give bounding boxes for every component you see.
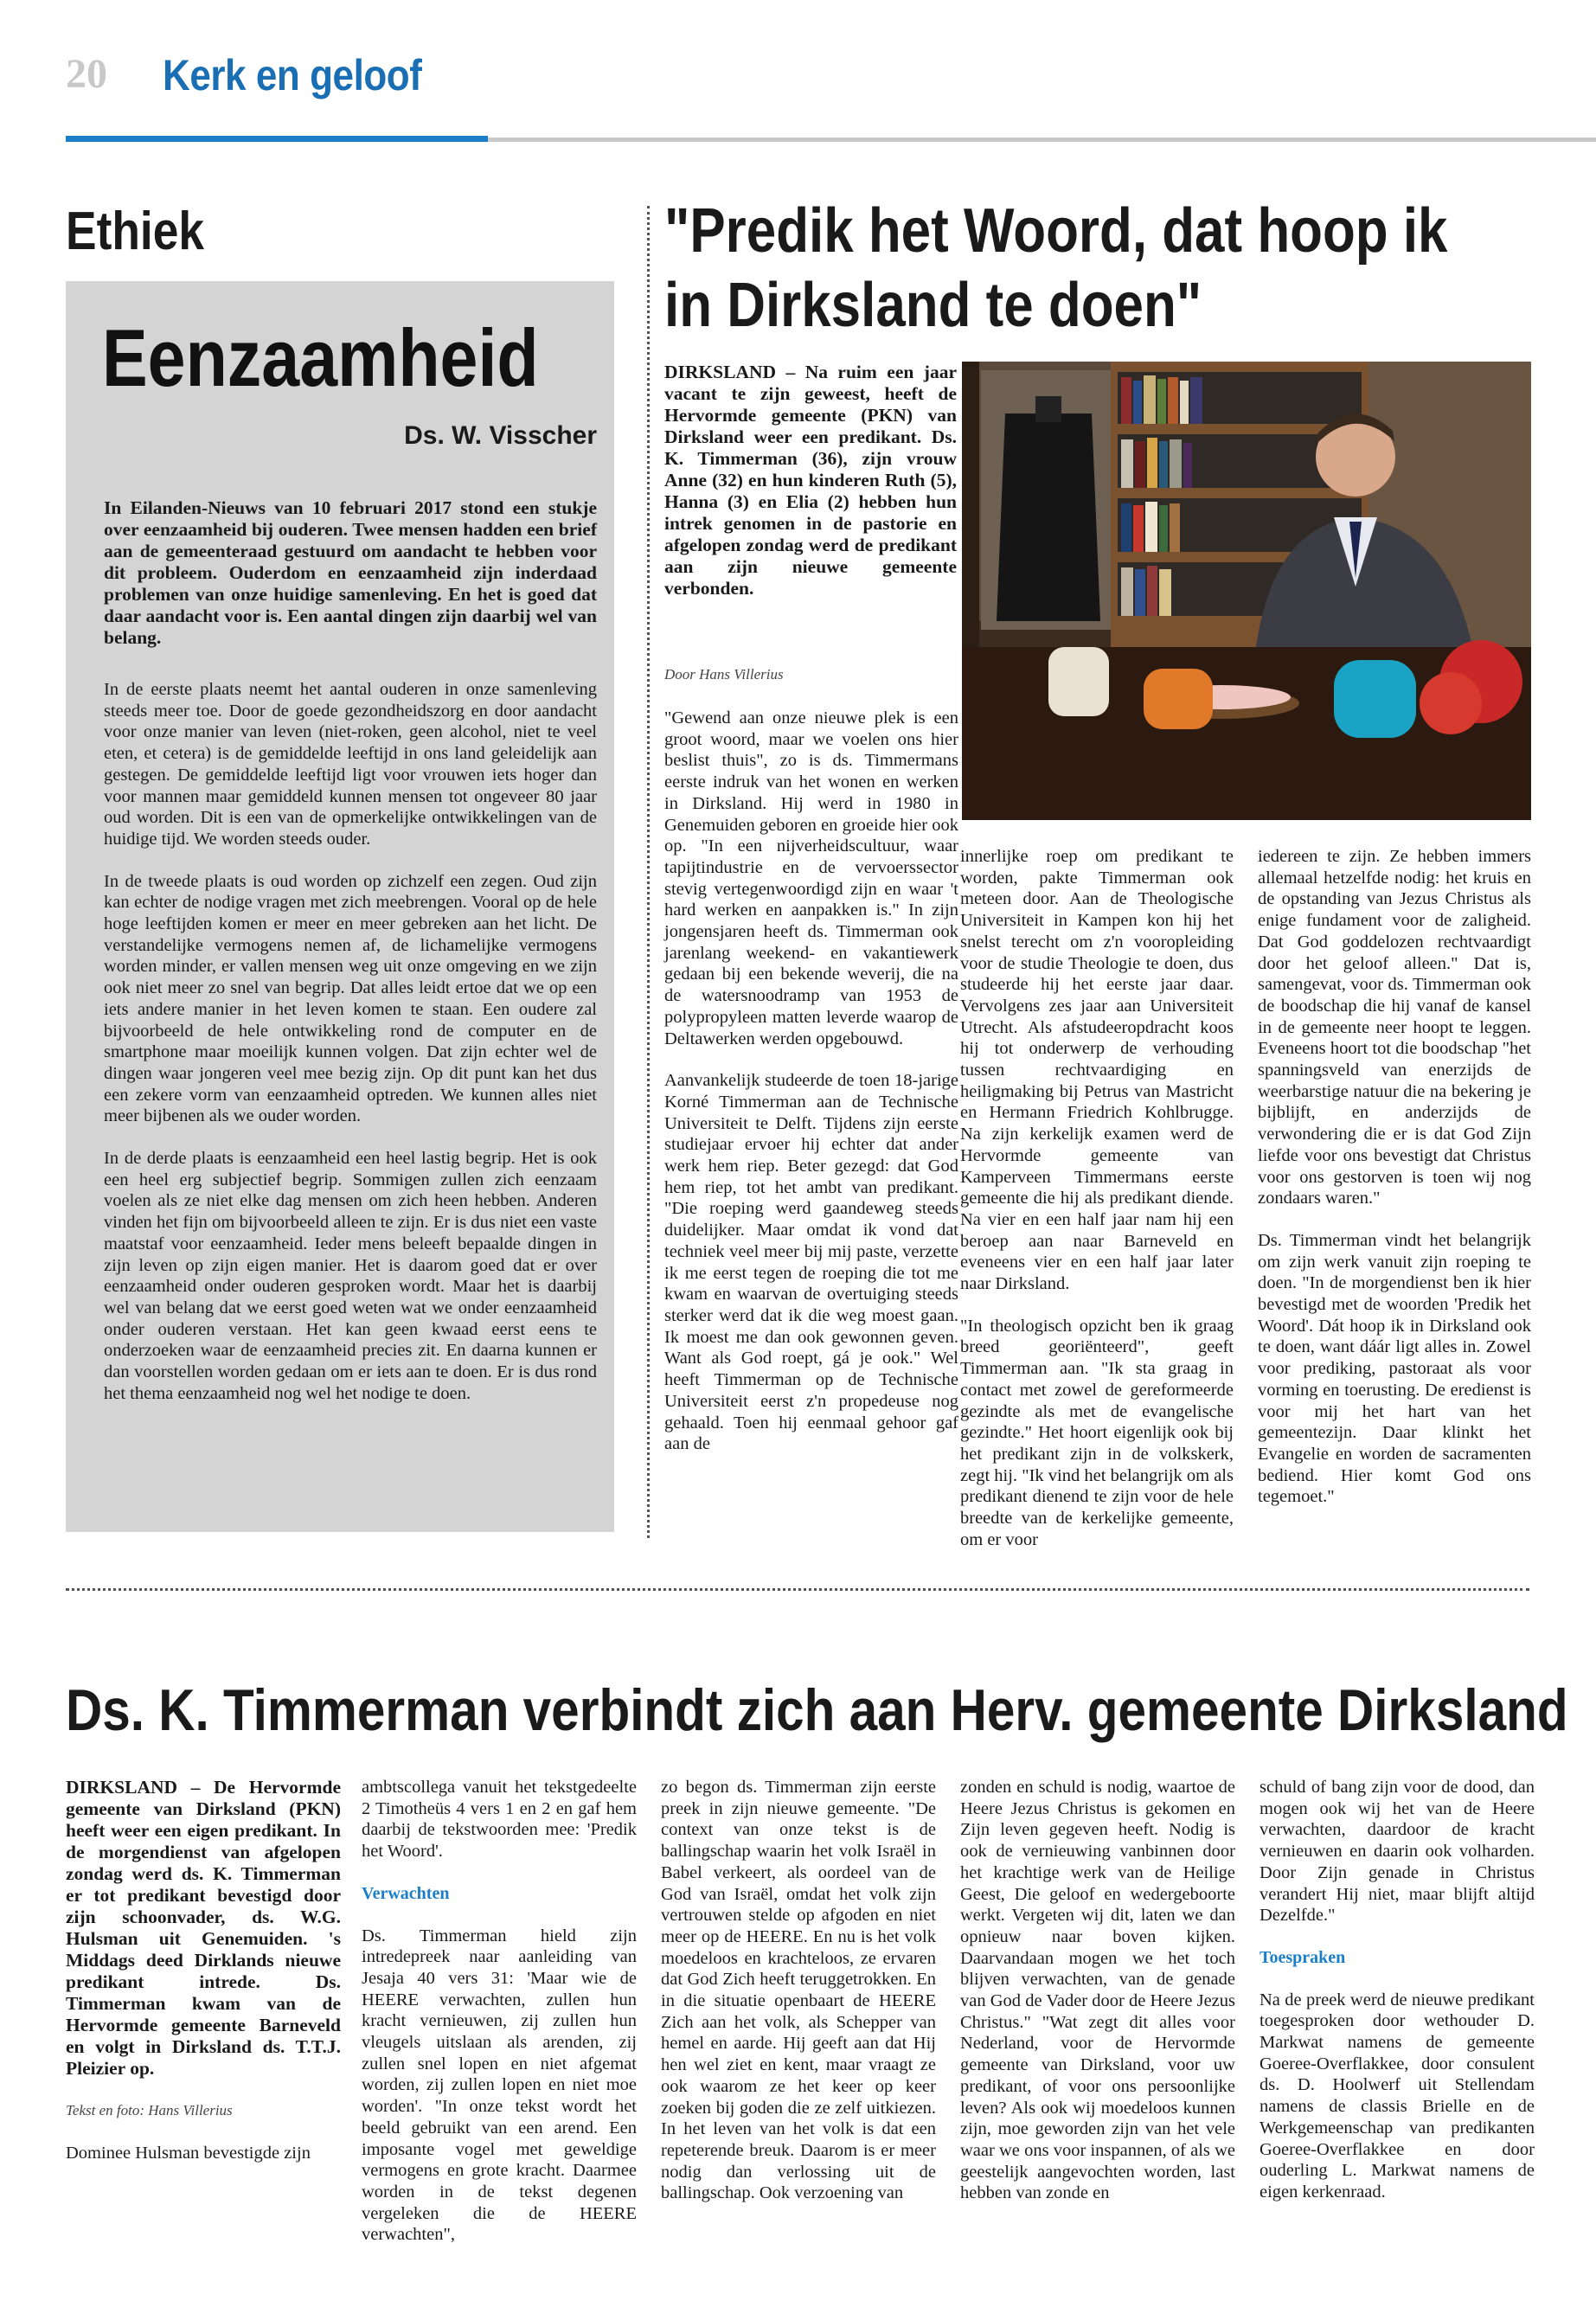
article-subhead: Toespraken	[1259, 1947, 1346, 1967]
headline-line: "Predik het Woord, dat hoop ik	[664, 196, 1448, 266]
article-column	[661, 1777, 936, 2225]
article-paragraph: Aanvankelijk studeerde de toen 18-jarige Korné Timmerman aan de Technische Universiteit te Delft. Tijdens zijn eerste studiejaar ervoer hij echter dat ander werk hem riep. Beter gezegd: dat God hem riep, tot het ambt van predikant. "Die roeping werd gaandeweg steeds duidelijker. Maar omdat ik vond dat techniek veel meer bij mij paste, verzette ik me eerst tegen de roeping die tot me kwam en waarvan de overtuiging steeds sterker werd dat ik die weg moest gaan. Ik moest me dan ook gewonnen geven. Want als God roept, gá je ook." Wel heeft Timmerman op de Technische Universiteit eerst z'n propedeuse nog gehaald. Toen hij eenmaal gehoor gaf aan de	[664, 1071, 958, 1454]
article-byline: Door Hans Villerius	[664, 666, 784, 683]
column-paragraph: In de derde plaats is eenzaamheid een heel lastig begrip. Het is ook een heel erg subjectief begrip. Sommigen zullen zich eenzaam voelen als ze niet elke dag mensen om zich heen hebben. Anderen vinden het fijn om bijvoorbeeld alleen te zijn. Er is dus niet een vaste maatstaf voor eenzaamheid. Ieder mens beleeft bepaalde dingen in zijn leven op zijn eigen manier. Het is daarom goed dat er over eenzaamheid onder ouderen gesproken wordt. Maar het is daarbij wel van belang dat we eerst goed weten wat we onder eenzaamheid onder ouderen verstaan. Het kan geen kwaad eerst eens te onderzoeken waar de eenzaamheid precies zit. En daarna kunnen er dan voorstellen worden gedaan om er iets aan te doen. Er is dus rond het thema eenzaamheid nog wel het nodige te doen.	[104, 1149, 597, 1403]
article-headline	[664, 194, 1483, 343]
article-column	[362, 1777, 637, 2266]
article-subhead: Verwachten	[362, 1883, 450, 1903]
column-lead	[104, 497, 597, 670]
article-paragraph: Ds. Timmerman hield zijn intredepreek naar aanleiding van Jesaja 40 vers 31: 'Maar wie de HEERE verwachten, zullen hun kracht vernieuwen, zij zullen hun vleugels uitslaan als arenden, zij zullen snel lopen en niet afgemat worden, zij zullen lopen en niet moe worden'. "In onze tekst wordt het beeld gebruikt van een arend. Een imposante vogel met geweldige vermogens en grote kracht. Daarmee worden in de tekst degenen vergeleken die de HEERE verwachten",	[362, 1926, 637, 2245]
header-rule	[488, 138, 1596, 142]
column-label: Ethiek	[66, 202, 205, 261]
column-lead-text: In Eilanden-Nieuws van 10 februari 2017 stond een stukje over eenzaamheid bij ouderen. Twee mensen hadden een brief aan de gemeenteraad gestuurd om aandacht te hebben voor dit probleem. Ouderdom en eenzaamheid zijn inderdaad problemen van onze huidige samenleving. En het is goed dat daar aandacht voor is. Een aantal dingen zijn daarbij wel van belang.	[104, 497, 597, 648]
article-column	[960, 846, 1234, 1572]
article-paragraph: schuld of bang zijn voor de dood, dan mogen ook wij het van de Heere verwachten, daardoor de kracht vernieuwen en daarin ook volharden. Door Zijn genade in Christus verandert Hij niet, maar blijft altijd Dezelfde."	[1259, 1778, 1535, 1926]
article-column	[960, 1777, 1235, 2225]
column-author: Ds. W. Visscher	[404, 421, 597, 450]
article-paragraph: Na de preek werd de nieuwe predikant toegesproken door wethouder D. Markwat namens de gemeente Goeree-Overflakkee, door consulent ds. D. Hoolwerf uit Stellendam namens de classis Brielle en de Werkgemeenschap van predikanten Goeree-Overflakkee en door ouderling L. Markwat namens de eigen kerkenraad.	[1259, 1990, 1535, 2202]
header-rule-accent	[66, 136, 488, 142]
article-photo	[962, 362, 1531, 820]
article-column	[1259, 1777, 1535, 2224]
page-number: 20	[66, 51, 107, 97]
article-paragraph: zonden en schuld is nodig, waartoe de Heere Jezus Christus is gekomen en Zijn leven gegeven heeft. Nodig is ook de vernieuwing vanbinnen door het krachtige werk van de Heilige Geest, Die geloof en wedergeboorte werkt. Vergeten wij dit, laten we dan opnieuw naar boven kijken. Daarvandaan mogen we het toch blijven verwachten, van de genade van God de Vader door de Heere Jezus Christus." "Wat zegt dit alles voor Nederland, voor de Hervormde gemeente van Dirksland, voor uw predikant, of voor ons persoonlijke leven? Als ook wij moedeloos kunnen zijn, moe geworden zijn van het vele waar we ons voor inspannen, of als we geestelijk aangevochten worden, last hebben van zonde en	[960, 1778, 1235, 2203]
article-lead: DIRKSLAND – Na ruim een jaar vacant te zijn geweest, heeft de Hervormde gemeente (PKN) van Dirksland weer een predikant. Ds. K. Timmerman (36), zijn vrouw Anne (32) en hun kinderen Ruth (5), Hanna (3) en Elia (2) hebben hun intrek genomen in de pastorie en afgelopen zondag werd de predikant aan zijn nieuwe gemeente verbonden.	[664, 362, 957, 599]
article-column	[66, 1777, 341, 2184]
article-headline: Ds. K. Timmerman verbindt zich aan Herv. gemeente Dirksland	[66, 1677, 1568, 1743]
article-paragraph: ambtscollega vanuit het tekstgedeelte 2 Timotheüs 4 vers 1 en 2 en gaf hem daarbij de tekstwoorden mee: 'Predik het Woord'.	[362, 1778, 637, 1862]
article-column	[664, 708, 958, 1476]
article-paragraph: innerlijke roep om predikant te worden, pakte Timmerman ook meteen door. Aan de Theologische Universiteit in Kampen kon hij het snelst terecht om z'n vooropleiding voor de studie Theologie te doen, dus studeerde hij het eerste jaar daar. Vervolgens zes jaar aan Universiteit Utrecht. Als afstudeeropdracht koos hij tot onderwerp de verhouding tussen rechtvaardiging en heiligmaking bij Petrus van Mastricht en Hermann Friedrich Kohlbrugge. Na zijn kerkelijk examen werd de Hervormde gemeente van Kamperveen Timmermans eerste gemeente die hij als predikant diende. Na vier en een half jaar nam hij een beroep aan naar Barneveld en eveneens vier en een half jaar later naar Dirksland.	[960, 847, 1234, 1294]
article-paragraph: Ds. Timmerman vindt het belangrijk om zijn werk vanuit zijn roeping te doen. "In de morgendienst ben ik hier bevestigd met de woorden 'Predik het Woord'. Dát hoop ik in Dirksland ook te doen, want dáár ligt alles in. Zowel voor prediking, pastoraat als voor vorming en toerusting. De eredienst is voor mij het hart van het gemeentezijn. Daar klinkt het Evangelie en worden de sacramenten bediend. Hier komt God ons tegemoet."	[1258, 1230, 1531, 1507]
section-title: Kerk en geloof	[163, 51, 422, 99]
photo-illustration	[962, 362, 1531, 820]
article-lead: DIRKSLAND – De Hervormde gemeente van Dirksland (PKN) heeft weer een eigen predikant. In de morgendienst van afgelopen zondag werd ds. K. Timmerman er tot predikant bevestigd door zijn schoonvader, ds. W.G. Hulsman uit Genemuiden. 's Middags deed Dirklands nieuwe predikant intrede. Ds. Timmerman kwam van de Hervormde gemeente Barneveld en volgt in Dirksland ds. T.T.J. Pleizier op.	[66, 1777, 341, 2079]
article-paragraph: zo begon ds. Timmerman zijn eerste preek in zijn nieuwe gemeente. "De context van onze tekst is de ballingschap waarin het volk Israël in Babel verkeert, als oordeel van de God van Israël, omdat het volk zijn vertrouwen stelde op afgoden en niet meer op de HEERE. En nu is het volk moedeloos en krachteloos, ze ervaren dat God Zich heeft teruggetrokken. En in die situatie openbaart de HEERE Zich aan het volk, als Schepper van hemel en aarde. Hij geeft aan dat Hij hen wel ziet en kent, maar vraagt ze ook waarom ze het keer op keer zoeken bij goden die ze zelf uitkiezen. In het leven van het volk is dat een repeterende breuk. Daarom is er meer nodig dan verlossing uit de ballingschap. Ook verzoening van	[661, 1778, 936, 2203]
column-body	[104, 679, 597, 1426]
article-paragraph: "Gewend aan onze nieuwe plek is een groot woord, maar we voelen ons hier beslist thuis", zo is ds. Timmermans eerste indruk van het wonen en werken in Dirksland. Hij werd in 1980 in Genemuiden geboren en groeide hier ook op. "In een nijverheidscultuur, waar tapijtindustrie en de vervoerssector stevig vertegenwoordigd zijn en waar 't hard werken en aanpakken is." In zijn jongensjaren heeft ds. Timmerman ook jarenlang weekend- en vakantiewerk gedaan bij een bekende weverij, die na de watersnoodramp van 1953 de polypropyleen matten leverde waarop de Deltawerken werden opgebouwd.	[664, 708, 958, 1048]
article-paragraph: iedereen te zijn. Ze hebben immers allemaal hetzelfde nodig: het kruis en de opstanding van Jezus Christus als enige fundament voor de zaligheid. Dat God goddelozen rechtvaardigt door het geloof alleen." Dat is, samengevat, voor ds. Timmerman ook de boodschap die hij vanaf de kansel in de gemeente neer hoopt te leggen. Eveneens hoort tot die boodschap "het spanningsveld van enerzijds de weerbarstige natuur die na bekering je bijblijft, en anderzijds de verwondering die er is dat God Zijn liefde voor ons bevestigt dat Christus voor ons gestorven is toen wij nog zondaars waren."	[1258, 847, 1531, 1208]
article-paragraph: Dominee Hulsman bevestigde zijn	[66, 2143, 311, 2163]
column-paragraph: In de eerste plaats neemt het aantal ouderen in onze samenleving steeds meer toe. Door de goede gezondheidszorg en door aandacht voor onze manier van leven (niet-roken, geen alcohol, niet te veel eten, et cetera) is de gemiddelde leeftijd in ons land geleidelijk aan gestegen. De gemiddelde leeftijd ligt voor vrouwen iets hoger dan voor mannen maar gemiddeld kunnen mensen tot ongeveer 80 jaar oud worden. Dit is een van de opmerkelijke ontwikkelingen van de huidige tijd. We worden steeds ouder.	[104, 680, 597, 849]
section-divider	[66, 1588, 1529, 1591]
headline-line: in Dirksland te doen"	[664, 271, 1202, 340]
article-paragraph: "In theologisch opzicht ben ik graag breed georiënteerd", geeft Timmerman aan. "Ik sta graag in contact met zowel de gereformeerde gezindte als met de evangelische gezindte." Het hoort eigenlijk ook bij het predikant zijn in de volkskerk, zegt hij. "Ik vind het belangrijk om als predikant dienend te zijn voor de hele breedte van de kerkelijke gemeente, om er voor	[960, 1316, 1234, 1549]
column-divider	[647, 206, 650, 1538]
article-byline: Tekst en foto: Hans Villerius	[66, 2102, 233, 2118]
article-column	[1258, 846, 1531, 1529]
column-paragraph: In de tweede plaats is oud worden op zichzelf een zegen. Oud zijn kan echter de nodige vragen met zich meebrengen. Vooral op de hele hoge leeftijden komen er meer en meer gebreken aan het licht. De verstandelijke vermogens nemen af, de lichamelijke vermogens worden minder, er vallen mensen weg uit onze omgeving en we zijn ook niet meer zo snel van begrip. Dat alles leidt ertoe dat we op een iets andere manier in het leven komen te staan. Een oudere zal bijvoorbeeld de hele ontwikkeling rond de computer en de smartphone maar moeilijk kunnen volgen. Dat zijn echter wel de dingen waar jongeren veel mee bezig zijn. Op dit punt kan het dus een zekere vorm van eenzaamheid optreden. We kunnen alles niet meer bijbenen als we ouder worden.	[104, 871, 597, 1126]
column-title: Eenzaamheid	[102, 312, 539, 403]
